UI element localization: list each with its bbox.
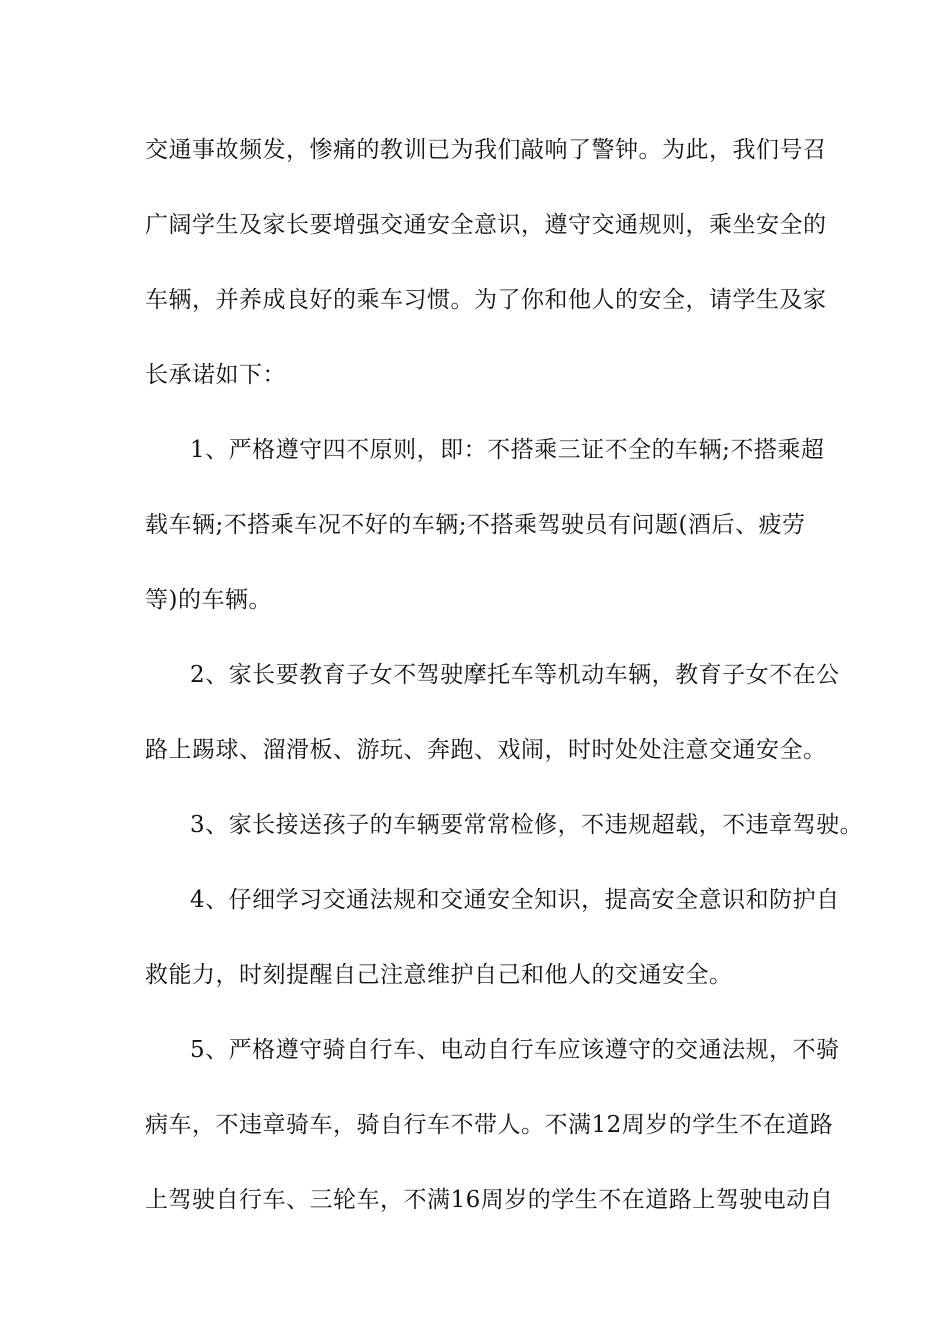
item-5-line-2: 病车，不违章骑车，骑自行车不带人。不满12周岁的学生不在道路: [145, 1112, 834, 1138]
paragraph-intro-line-3: 车辆，并养成良好的乘车习惯。为了你和他人的安全，请学生及家: [145, 287, 827, 313]
item-3-line-1: 3、家长接送孩子的车辆要常常检修，不违规超载，不违章驾驶。: [190, 812, 864, 838]
item-2-line-2: 路上踢球、溜滑板、游玩、奔跑、戏闹，时时处处注意交通安全。: [145, 737, 827, 763]
paragraph-intro-line-4: 长承诺如下：: [145, 362, 286, 388]
item-4-line-1: 4、仔细学习交通法规和交通安全知识，提高安全意识和防护自: [190, 887, 840, 913]
paragraph-intro-line-2: 广阔学生及家长要增强交通安全意识，遵守交通规则，乘坐安全的: [145, 212, 827, 238]
item-5-line-3: 上驾驶自行车、三轮车，不满16周岁的学生不在道路上驾驶电动自: [145, 1187, 834, 1213]
item-1-line-3: 等)的车辆。: [145, 587, 272, 613]
paragraph-intro-line-1: 交通事故频发，惨痛的教训已为我们敲响了警钟。为此，我们号召: [145, 137, 827, 163]
item-5-line-1: 5、严格遵守骑自行车、电动自行车应该遵守的交通法规，不骑: [190, 1037, 840, 1063]
item-2-line-1: 2、家长要教育子女不驾驶摩托车等机动车辆，教育子女不在公: [190, 662, 840, 688]
item-1-line-2: 载车辆;不搭乘车况不好的车辆;不搭乘驾驶员有问题(酒后、疲劳: [145, 512, 806, 538]
item-1-line-1: 1、严格遵守四不原则，即：不搭乘三证不全的车辆;不搭乘超: [190, 437, 825, 463]
item-4-line-2: 救能力，时刻提醒自己注意维护自己和他人的交通安全。: [145, 962, 733, 988]
